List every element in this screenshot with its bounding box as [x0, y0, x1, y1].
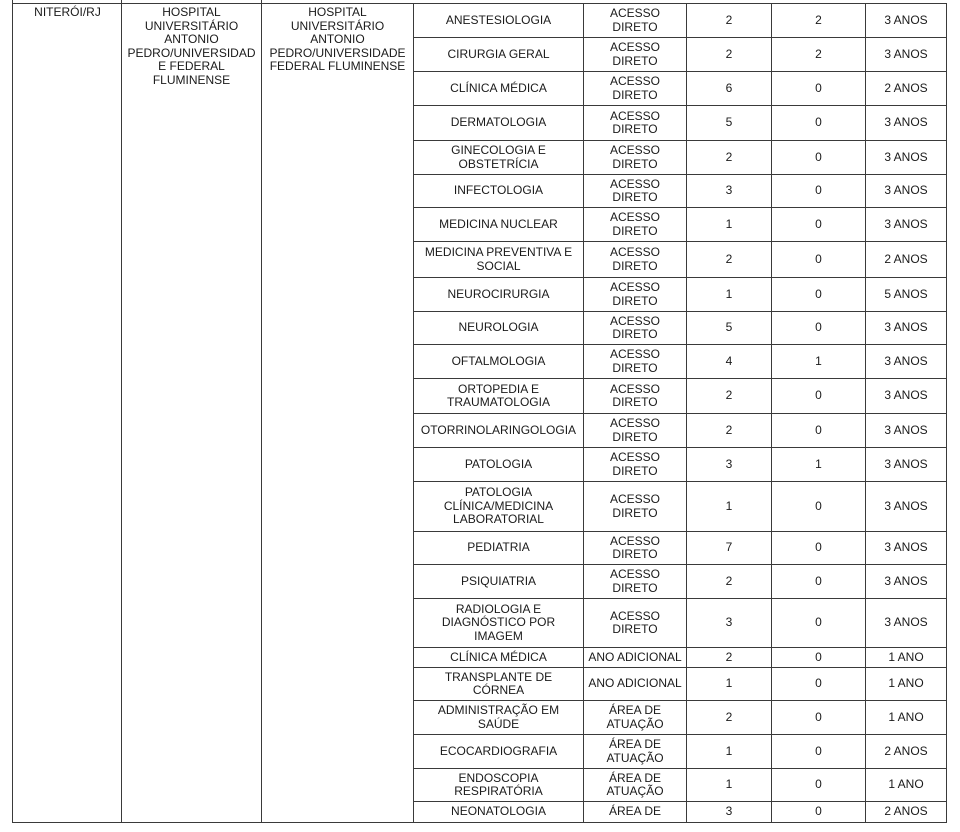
row-divider [413, 413, 947, 414]
program-cell [414, 668, 583, 700]
access-type-cell [584, 208, 686, 241]
column-divider [686, 3, 687, 823]
duration-cell [866, 448, 946, 481]
duration-cell [866, 38, 946, 71]
extra-vacancies-text: 0 [815, 216, 822, 231]
extra-vacancies-text: 2 [815, 46, 822, 61]
duration-text: 3 ANOS [884, 46, 928, 61]
access-type-cell [584, 701, 686, 734]
duration-text: 3 ANOS [884, 216, 928, 231]
row-divider [413, 700, 947, 701]
access-type-text: ACESSO DIRETO [609, 40, 660, 68]
program-cell [414, 532, 583, 564]
access-type-cell [584, 532, 686, 564]
duration-text: 3 ANOS [884, 115, 928, 130]
program-text: ANESTESIOLOGIA [445, 12, 552, 27]
extra-vacancies-cell [772, 208, 865, 241]
access-type-text: ACESSO DIRETO [609, 245, 660, 273]
duration-text: 2 ANOS [884, 743, 928, 758]
vacancies-cell [687, 312, 771, 344]
access-type-text: ANO ADICIONAL [588, 649, 682, 664]
row-divider [413, 481, 947, 482]
access-type-text: ACESSO DIRETO [609, 74, 660, 102]
extra-vacancies-text: 0 [815, 743, 822, 758]
column-divider [865, 3, 866, 823]
extra-vacancies-text: 0 [815, 251, 822, 266]
institution-cell [122, 6, 261, 106]
vacancies-cell [687, 769, 771, 801]
program-cell [414, 72, 583, 105]
duration-cell [866, 668, 946, 700]
extra-vacancies-cell [772, 565, 865, 598]
duration-cell [866, 4, 946, 37]
access-type-text: ACESSO DIRETO [609, 381, 660, 409]
vacancies-text: 1 [725, 498, 733, 513]
extra-vacancies-text: 0 [815, 388, 822, 403]
extra-vacancies-text: 0 [815, 183, 822, 198]
vacancies-text: 1 [725, 743, 733, 758]
access-type-cell [584, 242, 686, 277]
extra-vacancies-text: 0 [815, 422, 822, 437]
duration-text: 3 ANOS [884, 353, 928, 368]
access-type-text: ACESSO DIRETO [609, 210, 660, 238]
extra-vacancies-text: 0 [815, 777, 822, 792]
row-divider [413, 207, 947, 208]
extra-vacancies-text: 0 [815, 804, 822, 819]
program-text: RADIOLOGIA E DIAGNÓSTICO POR IMAGEM [441, 601, 556, 643]
access-type-cell [584, 769, 686, 801]
vacancies-text: 2 [725, 388, 733, 403]
vacancies-cell [687, 175, 771, 207]
duration-text: 2 ANOS [884, 80, 928, 95]
extra-vacancies-cell [772, 668, 865, 700]
duration-text: 2 ANOS [884, 251, 928, 266]
access-type-cell [584, 278, 686, 311]
extra-vacancies-cell [772, 4, 865, 37]
column-stub [261, 0, 262, 4]
vacancies-cell [687, 379, 771, 413]
duration-cell [866, 735, 946, 768]
access-type-text: ACESSO DIRETO [609, 347, 660, 375]
duration-cell [866, 802, 946, 822]
access-type-cell [584, 141, 686, 174]
access-type-text: ACESSO DIRETO [609, 143, 660, 171]
program-text: PATOLOGIA CLÍNICA/MEDICINA LABORATORIAL [443, 485, 554, 527]
row-divider [413, 37, 947, 38]
vacancies-text: 1 [725, 676, 733, 691]
access-type-text: ÁREA DE ATUAÇÃO [606, 770, 664, 798]
vacancies-text: 5 [725, 115, 733, 130]
duration-text: 3 ANOS [884, 540, 928, 555]
vacancies-text: 3 [725, 183, 733, 198]
program-cell [414, 648, 583, 667]
extra-vacancies-cell [772, 414, 865, 447]
extra-vacancies-text: 0 [815, 573, 822, 588]
access-type-text: ACESSO DIRETO [609, 567, 660, 595]
hospital-cell [262, 6, 413, 106]
program-cell [414, 141, 583, 174]
duration-cell [866, 701, 946, 734]
program-text: CLÍNICA MÉDICA [450, 80, 547, 95]
vacancies-cell [687, 701, 771, 734]
access-type-cell [584, 648, 686, 667]
access-type-text: ACESSO DIRETO [609, 492, 660, 520]
row-divider [413, 598, 947, 599]
column-divider [261, 3, 262, 823]
access-type-cell [584, 802, 686, 822]
column-divider [12, 3, 13, 823]
access-type-cell [584, 175, 686, 207]
duration-cell [866, 312, 946, 344]
extra-vacancies-cell [772, 735, 865, 768]
extra-vacancies-cell [772, 648, 865, 667]
access-type-cell [584, 735, 686, 768]
column-stub [12, 0, 13, 4]
table-top-border [12, 3, 947, 4]
column-stub [121, 0, 122, 4]
vacancies-text: 2 [725, 251, 733, 266]
vacancies-text: 2 [725, 46, 733, 61]
duration-cell [866, 648, 946, 667]
duration-text: 1 ANO [888, 649, 924, 664]
row-divider [413, 311, 947, 312]
access-type-cell [584, 379, 686, 413]
duration-text: 3 ANOS [884, 388, 928, 403]
vacancies-cell [687, 242, 771, 277]
vacancies-cell [687, 668, 771, 700]
access-type-text: ACESSO DIRETO [609, 416, 660, 444]
vacancies-text: 2 [725, 573, 733, 588]
row-divider [413, 344, 947, 345]
duration-cell [866, 565, 946, 598]
program-text: ORTOPEDIA E TRAUMATOLOGIA [447, 381, 550, 409]
vacancies-cell [687, 565, 771, 598]
duration-cell [866, 532, 946, 564]
extra-vacancies-cell [772, 599, 865, 647]
program-cell [414, 448, 583, 481]
vacancies-text: 3 [725, 804, 733, 819]
duration-text: 3 ANOS [884, 456, 928, 471]
extra-vacancies-cell [772, 532, 865, 564]
vacancies-cell [687, 38, 771, 71]
row-divider [413, 174, 947, 175]
access-type-text: ACESSO DIRETO [609, 108, 660, 136]
program-text: OTORRINOLARINGOLOGIA [420, 422, 577, 437]
program-cell [414, 701, 583, 734]
extra-vacancies-cell [772, 701, 865, 734]
extra-vacancies-text: 0 [815, 615, 822, 630]
access-type-text: ACESSO DIRETO [609, 608, 660, 636]
extra-vacancies-text: 0 [815, 286, 822, 301]
extra-vacancies-text: 0 [815, 676, 822, 691]
row-divider [413, 378, 947, 379]
access-type-text: ACESSO DIRETO [609, 533, 660, 561]
duration-text: 2 ANOS [884, 804, 928, 819]
extra-vacancies-cell [772, 769, 865, 801]
extra-vacancies-text: 0 [815, 149, 822, 164]
row-divider [413, 447, 947, 448]
duration-cell [866, 72, 946, 105]
row-divider [413, 71, 947, 72]
vacancies-text: 7 [725, 540, 733, 555]
extra-vacancies-cell [772, 448, 865, 481]
duration-cell [866, 208, 946, 241]
program-text: TRANSPLANTE DE CÓRNEA [444, 669, 553, 697]
extra-vacancies-text: 0 [815, 649, 822, 664]
row-divider [413, 647, 947, 648]
duration-cell [866, 242, 946, 277]
row-divider [413, 734, 947, 735]
access-type-text: ACESSO DIRETO [609, 6, 660, 34]
vacancies-text: 1 [725, 216, 733, 231]
extra-vacancies-cell [772, 141, 865, 174]
extra-vacancies-cell [772, 38, 865, 71]
vacancies-text: 5 [725, 320, 733, 335]
program-cell [414, 565, 583, 598]
duration-text: 3 ANOS [884, 498, 928, 513]
extra-vacancies-cell [772, 312, 865, 344]
table-bottom-border [12, 822, 947, 823]
column-divider [413, 3, 414, 823]
extra-vacancies-cell [772, 379, 865, 413]
access-type-cell [584, 565, 686, 598]
vacancies-cell [687, 141, 771, 174]
program-text: ADMINISTRAÇÃO EM SAÚDE [437, 703, 560, 731]
extra-vacancies-text: 0 [815, 80, 822, 95]
program-cell [414, 312, 583, 344]
program-text: NEUROCIRURGIA [447, 286, 550, 301]
vacancies-text: 2 [725, 422, 733, 437]
duration-cell [866, 141, 946, 174]
vacancies-text: 3 [725, 456, 733, 471]
duration-text: 1 ANO [888, 709, 924, 724]
duration-text: 3 ANOS [884, 183, 928, 198]
extra-vacancies-text: 0 [815, 498, 822, 513]
program-cell [414, 175, 583, 207]
program-text: MEDICINA NUCLEAR [439, 216, 558, 231]
extra-vacancies-text: 1 [815, 353, 822, 368]
access-type-text: ÁREA DE [608, 804, 662, 819]
duration-text: 1 ANO [888, 676, 924, 691]
extra-vacancies-cell [772, 482, 865, 531]
program-text: PATOLOGIA [464, 456, 533, 471]
extra-vacancies-text: 0 [815, 709, 822, 724]
row-divider [413, 531, 947, 532]
program-cell [414, 482, 583, 531]
vacancies-text: 3 [725, 615, 733, 630]
access-type-cell [584, 312, 686, 344]
extra-vacancies-cell [772, 345, 865, 378]
access-type-text: ACESSO DIRETO [609, 313, 660, 341]
program-cell [414, 208, 583, 241]
extra-vacancies-text: 1 [815, 456, 822, 471]
access-type-cell [584, 414, 686, 447]
program-text: CIRURGIA GERAL [447, 46, 550, 61]
row-divider [413, 801, 947, 802]
row-divider [413, 667, 947, 668]
hospital-text: HOSPITAL UNIVERSITÁRIO ANTONIO PEDRO/UNIVERSIDADE FEDERAL FLUMINENSE [269, 5, 406, 73]
access-type-cell [584, 482, 686, 531]
vacancies-text: 1 [725, 286, 733, 301]
program-cell [414, 599, 583, 647]
program-text: ECOCARDIOGRAFIA [439, 743, 558, 758]
column-divider [946, 3, 947, 823]
program-text: CLÍNICA MÉDICA [450, 649, 547, 664]
duration-text: 3 ANOS [884, 149, 928, 164]
extra-vacancies-text: 2 [815, 12, 822, 27]
vacancies-text: 1 [725, 777, 733, 792]
program-text: PSIQUIATRIA [460, 573, 537, 588]
access-type-text: ACESSO DIRETO [609, 450, 660, 478]
row-divider [413, 105, 947, 106]
program-cell [414, 106, 583, 140]
row-divider [413, 241, 947, 242]
access-type-cell [584, 599, 686, 647]
vacancies-text: 2 [725, 149, 733, 164]
vacancies-cell [687, 208, 771, 241]
vacancies-cell [687, 448, 771, 481]
program-text: MEDICINA PREVENTIVA E SOCIAL [424, 245, 573, 273]
program-cell [414, 38, 583, 71]
access-type-cell [584, 38, 686, 71]
duration-text: 3 ANOS [884, 422, 928, 437]
location-cell [14, 6, 121, 46]
program-cell [414, 414, 583, 447]
row-divider [413, 768, 947, 769]
extra-vacancies-text: 0 [815, 540, 822, 555]
vacancies-cell [687, 802, 771, 822]
vacancies-cell [687, 735, 771, 768]
vacancies-cell [687, 72, 771, 105]
duration-text: 1 ANO [888, 777, 924, 792]
program-text: INFECTOLOGIA [453, 183, 544, 198]
access-type-cell [584, 668, 686, 700]
program-text: GINECOLOGIA E OBSTETRÍCIA [451, 143, 546, 171]
program-text: DERMATOLOGIA [450, 115, 547, 130]
duration-cell [866, 414, 946, 447]
program-text: OFTALMOLOGIA [451, 353, 546, 368]
column-divider [121, 3, 122, 823]
program-cell [414, 278, 583, 311]
access-type-cell [584, 106, 686, 140]
program-cell [414, 735, 583, 768]
program-text: ENDOSCOPIA RESPIRATÓRIA [454, 770, 543, 798]
duration-cell [866, 106, 946, 140]
duration-cell [866, 345, 946, 378]
program-cell [414, 802, 583, 822]
vacancies-cell [687, 648, 771, 667]
access-type-text: ACESSO DIRETO [609, 176, 660, 204]
extra-vacancies-cell [772, 278, 865, 311]
duration-cell [866, 175, 946, 207]
program-text: NEUROLOGIA [458, 320, 539, 335]
program-cell [414, 4, 583, 37]
duration-text: 3 ANOS [884, 573, 928, 588]
vacancies-cell [687, 414, 771, 447]
vacancies-text: 6 [725, 80, 733, 95]
extra-vacancies-text: 0 [815, 320, 822, 335]
vacancies-text: 2 [725, 709, 733, 724]
duration-text: 5 ANOS [884, 286, 928, 301]
duration-cell [866, 599, 946, 647]
vacancies-cell [687, 599, 771, 647]
column-divider [583, 3, 584, 823]
extra-vacancies-cell [772, 175, 865, 207]
extra-vacancies-cell [772, 72, 865, 105]
access-type-text: ÁREA DE ATUAÇÃO [606, 703, 664, 731]
extra-vacancies-cell [772, 242, 865, 277]
location-text: NITERÓI/RJ [34, 5, 101, 19]
column-divider [771, 3, 772, 823]
vacancies-cell [687, 4, 771, 37]
duration-cell [866, 278, 946, 311]
access-type-cell [584, 72, 686, 105]
program-cell [414, 345, 583, 378]
vacancies-cell [687, 278, 771, 311]
access-type-cell [584, 345, 686, 378]
access-type-text: ÁREA DE ATUAÇÃO [606, 737, 664, 765]
duration-text: 3 ANOS [884, 320, 928, 335]
access-type-cell [584, 4, 686, 37]
vacancies-cell [687, 106, 771, 140]
duration-cell [866, 769, 946, 801]
duration-cell [866, 482, 946, 531]
duration-text: 3 ANOS [884, 12, 928, 27]
duration-text: 3 ANOS [884, 615, 928, 630]
access-type-text: ACESSO DIRETO [609, 280, 660, 308]
program-text: NEONATOLOGIA [451, 804, 546, 819]
vacancies-text: 4 [725, 353, 733, 368]
access-type-cell [584, 448, 686, 481]
row-divider [413, 140, 947, 141]
extra-vacancies-cell [772, 106, 865, 140]
vacancies-text: 2 [725, 649, 733, 664]
row-divider [413, 277, 947, 278]
duration-cell [866, 379, 946, 413]
access-type-text: ANO ADICIONAL [588, 676, 682, 691]
vacancies-cell [687, 532, 771, 564]
program-cell [414, 769, 583, 801]
extra-vacancies-text: 0 [815, 115, 822, 130]
program-text: PEDIATRIA [467, 540, 530, 555]
vacancies-cell [687, 345, 771, 378]
extra-vacancies-cell [772, 802, 865, 822]
row-divider [413, 564, 947, 565]
institution-text: HOSPITAL UNIVERSITÁRIO ANTONIO PEDRO/UNIVERSIDAD E FEDERAL FLUMINENSE [127, 5, 256, 87]
vacancies-text: 2 [725, 12, 733, 27]
program-cell [414, 379, 583, 413]
vacancies-cell [687, 482, 771, 531]
program-cell [414, 242, 583, 277]
